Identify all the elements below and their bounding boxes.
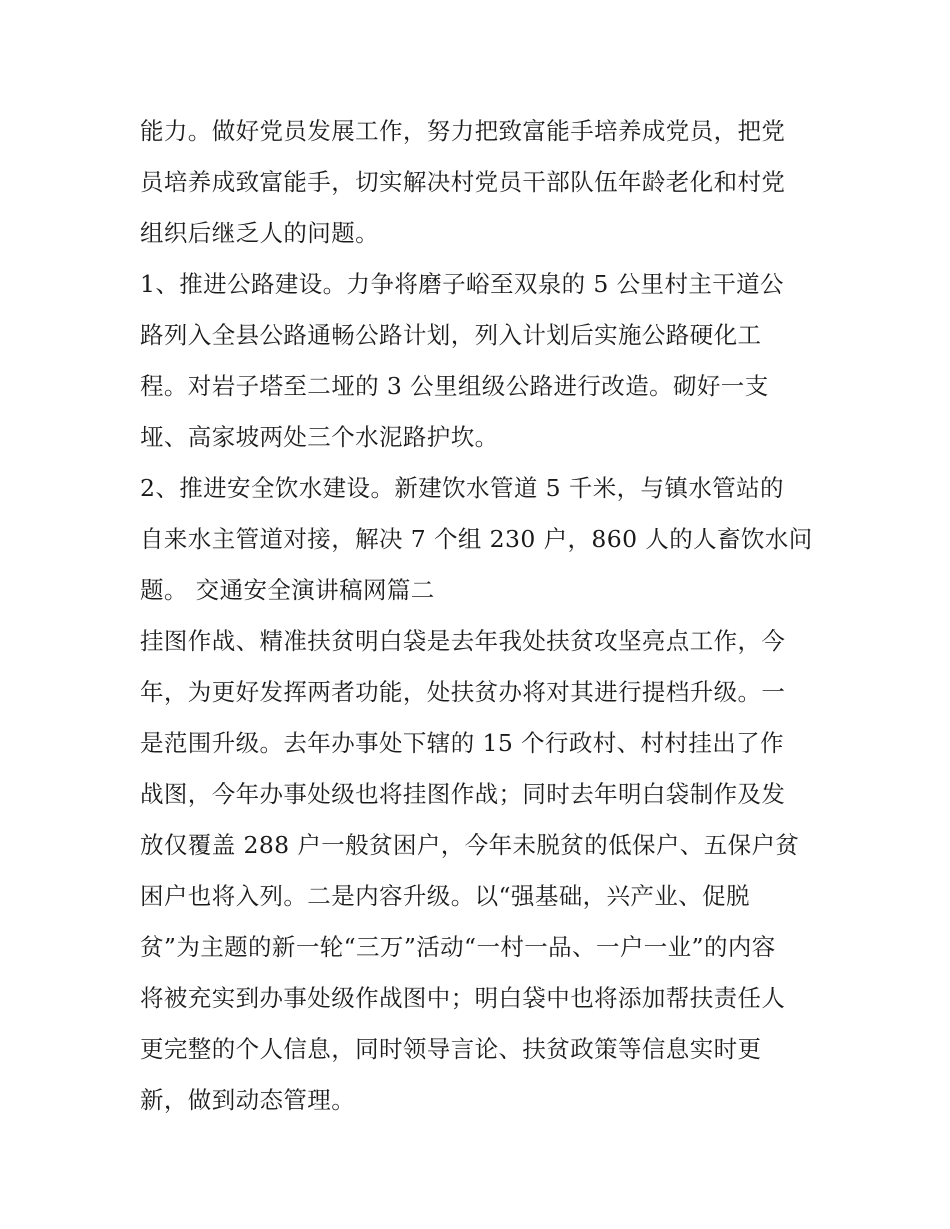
text-line: 贫”为主题的新一轮“三万”活动“一村一品、一户一业”的内容 (140, 933, 776, 961)
text-line: 困户也将入列。二是内容升级。以“强基础，兴产业、促脱 (140, 882, 750, 910)
text-line: 将被充实到办事处级作战图中；明白袋中也将添加帮扶责任人 (140, 984, 786, 1012)
text-line: 1、推进公路建设。力争将磨子峪至双泉的 5 公里村主干道公 (140, 270, 784, 298)
text-line: 员培养成致富能手，切实解决村党员干部队伍年龄老化和村党 (140, 168, 786, 196)
text-line: 路列入全县公路通畅公路计划，列入计划后实施公路硬化工 (140, 321, 762, 349)
text-line: 2、推进安全饮水建设。新建饮水管道 5 千米，与镇水管站的 (140, 474, 784, 502)
text-line: 挂图作战、精准扶贫明白袋是去年我处扶贫攻坚亮点工作，今 (140, 627, 786, 655)
text-line: 更完整的个人信息，同时领导言论、扶贫政策等信息实时更 (140, 1035, 762, 1063)
text-line: 题。 交通安全演讲稿网篇二 (140, 576, 435, 604)
text-line: 年，为更好发挥两者功能，处扶贫办将对其进行提档升级。一 (140, 678, 786, 706)
document-body (140, 106, 820, 1126)
text-line: 垭、高家坡两处三个水泥路护坎。 (140, 423, 499, 451)
text-line: 组织后继乏人的问题。 (140, 219, 379, 247)
text-line: 是范围升级。去年办事处下辖的 15 个行政村、村村挂出了作 (140, 729, 784, 757)
text-line: 放仅覆盖 288 户一般贫困户，今年未脱贫的低保户、五保户贫 (140, 831, 800, 859)
text-line: 新，做到动态管理。 (140, 1086, 356, 1114)
text-line: 自来水主管道对接，解决 7 个组 230 户，860 人的人畜饮水问 (140, 525, 813, 553)
text-line: 战图，今年办事处级也将挂图作战；同时去年明白袋制作及发 (140, 780, 786, 808)
text-line: 能力。做好党员发展工作，努力把致富能手培养成党员，把党 (140, 117, 786, 145)
text-line: 程。对岩子塔至二垭的 3 公里组级公路进行改造。砌好一支 (140, 372, 769, 400)
